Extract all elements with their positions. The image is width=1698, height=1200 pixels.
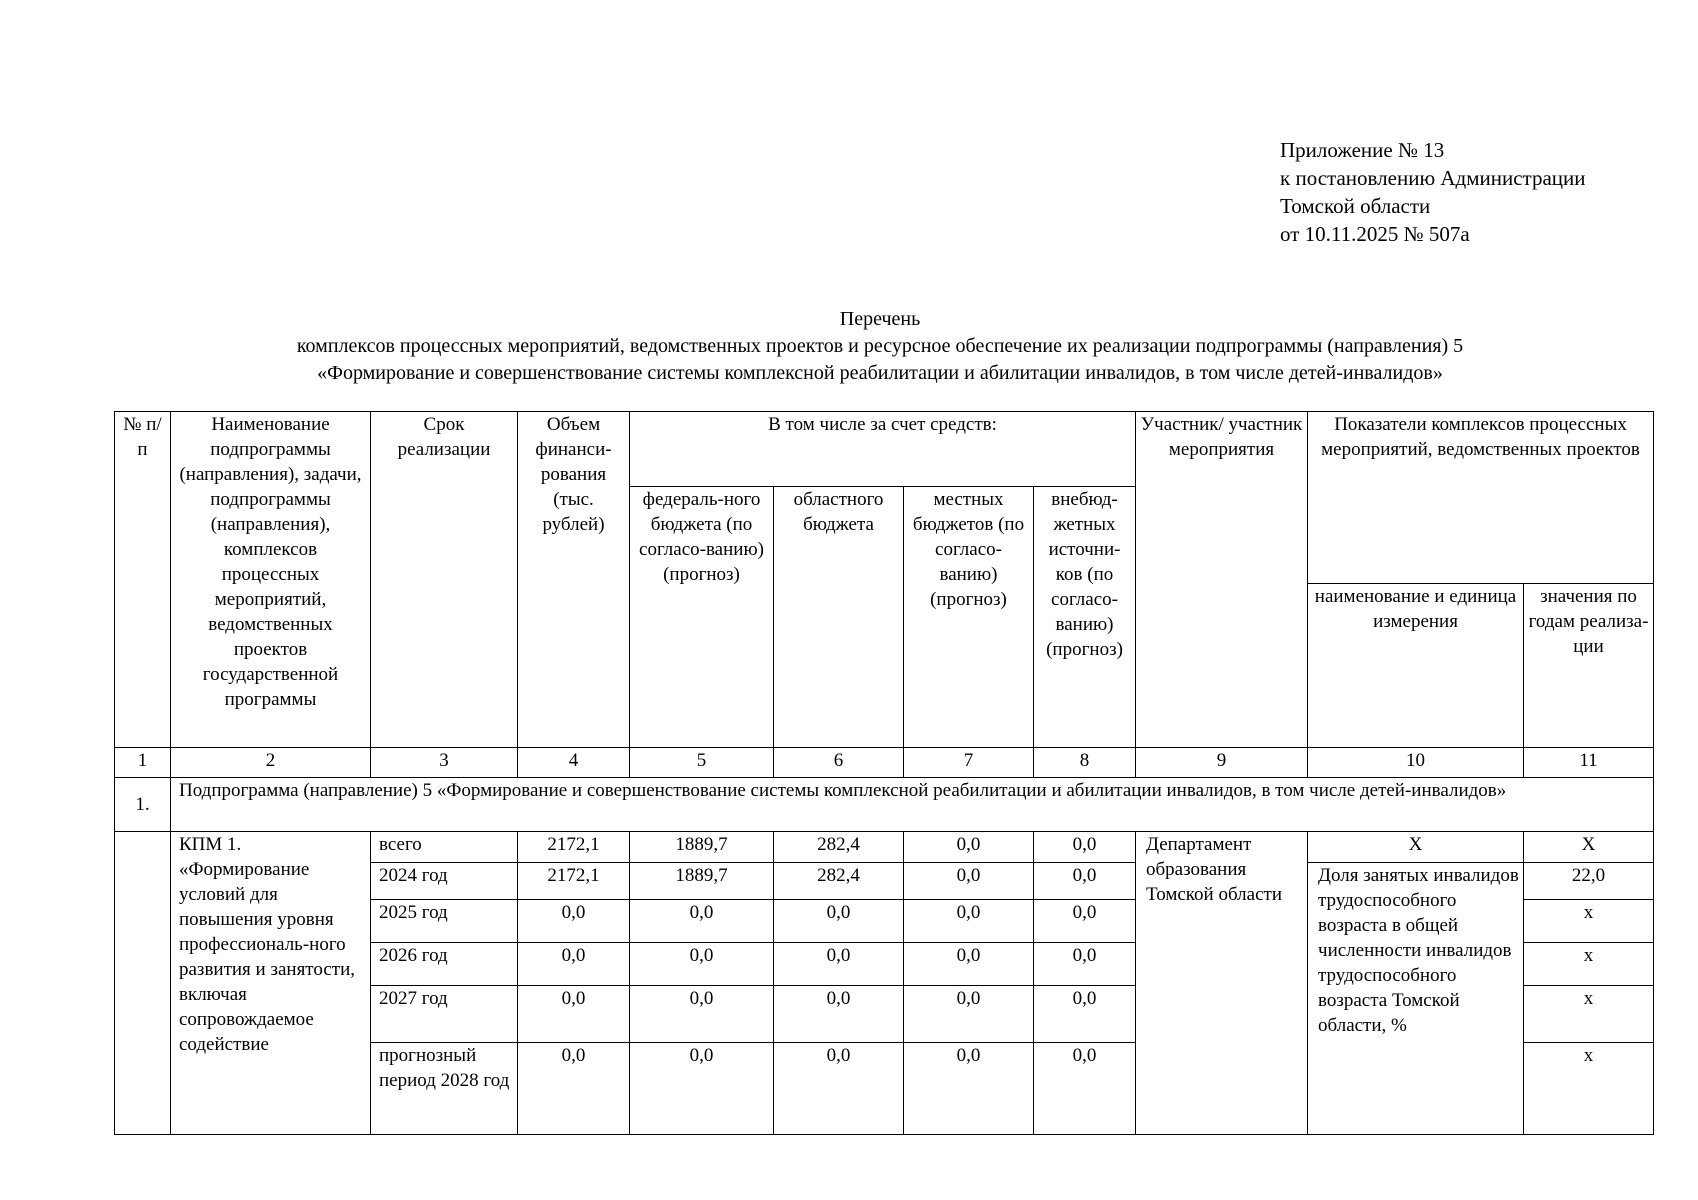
- header-regional: областного бюджета: [774, 487, 904, 748]
- subprogram-num: 1.: [115, 778, 171, 832]
- indicator-value-x: X: [1524, 832, 1654, 863]
- volume-cell: 2172,1: [518, 863, 630, 900]
- term-cell: прогнозный период 2028 год: [371, 1043, 518, 1135]
- appendix-line: к постановлению Администрации: [1280, 166, 1586, 190]
- volume-cell: 2172,1: [518, 832, 630, 863]
- header-indicators: Показатели комплексов процессных мероприятий, ведомственных проектов: [1308, 412, 1654, 584]
- col-number: 8: [1034, 748, 1136, 778]
- col-number: 3: [371, 748, 518, 778]
- header-indicator-values: значения по годам реализа-ции: [1524, 584, 1654, 748]
- header-indicator-name: наименование и единица измерения: [1308, 584, 1524, 748]
- regional-cell: 282,4: [774, 832, 904, 863]
- volume-cell: 0,0: [518, 1043, 630, 1135]
- term-cell: всего: [371, 832, 518, 863]
- indicator-name-x: X: [1308, 832, 1524, 863]
- term-cell: 2026 год: [371, 943, 518, 986]
- col-number: 6: [774, 748, 904, 778]
- regional-cell: 0,0: [774, 943, 904, 986]
- regional-cell: 0,0: [774, 1043, 904, 1135]
- header-term: Срок реализации: [371, 412, 518, 748]
- volume-cell: 0,0: [518, 943, 630, 986]
- local-cell: 0,0: [904, 900, 1034, 943]
- header-federal: федераль-ного бюджета (по согласо-ванию) (прогноз): [630, 487, 774, 748]
- appendix-line: Приложение № 13: [1280, 138, 1445, 162]
- extra-cell: 0,0: [1034, 986, 1136, 1043]
- col-number: 10: [1308, 748, 1524, 778]
- federal-cell: 1889,7: [630, 832, 774, 863]
- col-number: 7: [904, 748, 1034, 778]
- local-cell: 0,0: [904, 832, 1034, 863]
- col-number: 2: [171, 748, 371, 778]
- header-num: № п/п: [115, 412, 171, 748]
- regional-cell: 0,0: [774, 986, 904, 1043]
- financing-table: [114, 411, 1654, 1135]
- extra-cell: 0,0: [1034, 900, 1136, 943]
- volume-cell: 0,0: [518, 986, 630, 1043]
- extra-cell: 0,0: [1034, 1043, 1136, 1135]
- federal-cell: 0,0: [630, 943, 774, 986]
- header-extra: внебюд-жетных источни-ков (по согласо-ванию) (прогноз): [1034, 487, 1136, 748]
- document-title: [110, 306, 1650, 387]
- title-line: «Формирование и совершенствование системы комплексной реабилитации и абилитации инвалидов, в том числе детей-инвалидов»: [317, 362, 1443, 384]
- local-cell: 0,0: [904, 943, 1034, 986]
- participant-cell: Департамент образования Томской области: [1136, 832, 1308, 1135]
- column-numbers-row: [115, 748, 1654, 778]
- header-local: местных бюджетов (по согласо-ванию) (прогноз): [904, 487, 1034, 748]
- header-including: В том числе за счет средств:: [630, 412, 1136, 487]
- extra-cell: 0,0: [1034, 832, 1136, 863]
- indicator-value: х: [1524, 986, 1654, 1043]
- kpm-num-empty: [115, 832, 171, 1135]
- title-line: Перечень: [839, 308, 921, 330]
- local-cell: 0,0: [904, 863, 1034, 900]
- indicator-value: х: [1524, 900, 1654, 943]
- term-cell: 2024 год: [371, 863, 518, 900]
- local-cell: 0,0: [904, 1043, 1034, 1135]
- regional-cell: 0,0: [774, 900, 904, 943]
- indicator-value: х: [1524, 943, 1654, 986]
- title-line: комплексов процессных мероприятий, ведомственных проектов и ресурсное обеспечение их реализации подпрограммы (направления) 5: [296, 335, 1464, 357]
- federal-cell: 0,0: [630, 900, 774, 943]
- federal-cell: 0,0: [630, 1043, 774, 1135]
- subprogram-title: Подпрограмма (направление) 5 «Формирование и совершенствование системы комплексной реабилитации и абилитации инвалидов, в том числе детей-инвалидов»: [171, 778, 1654, 832]
- header-name: Наименование подпрограммы (направления), задачи, подпрограммы (направления), комплексов процессных мероприятий, ведомственных проектов государственной программы: [171, 412, 371, 748]
- appendix-line: от 10.11.2025 № 507а: [1280, 222, 1470, 246]
- indicator-value: 22,0: [1524, 863, 1654, 900]
- federal-cell: 1889,7: [630, 863, 774, 900]
- col-number: 11: [1524, 748, 1654, 778]
- extra-cell: 0,0: [1034, 943, 1136, 986]
- term-cell: 2027 год: [371, 986, 518, 1043]
- header-participant: Участник/ участник мероприятия: [1136, 412, 1308, 748]
- appendix-line: Томской области: [1280, 194, 1431, 218]
- indicator-value: х: [1524, 1043, 1654, 1135]
- col-number: 4: [518, 748, 630, 778]
- subprogram-row: [115, 778, 1654, 832]
- table-row-total: [115, 832, 1654, 863]
- header-volume: Объем финанси-рования (тыс. рублей): [518, 412, 630, 748]
- local-cell: 0,0: [904, 986, 1034, 1043]
- indicator-name: Доля занятых инвалидов трудоспособного возраста в общей численности инвалидов трудоспособного возраста Томской области, %: [1308, 863, 1524, 1135]
- col-number: 5: [630, 748, 774, 778]
- federal-cell: 0,0: [630, 986, 774, 1043]
- kpm-name: КПМ 1. «Формирование условий для повышения уровня профессиональ-ного развития и занятости, включая сопровождаемое содействие: [171, 832, 371, 1135]
- col-number: 1: [115, 748, 171, 778]
- term-cell: 2025 год: [371, 900, 518, 943]
- col-number: 9: [1136, 748, 1308, 778]
- extra-cell: 0,0: [1034, 863, 1136, 900]
- volume-cell: 0,0: [518, 900, 630, 943]
- appendix-block: [1280, 136, 1586, 248]
- regional-cell: 282,4: [774, 863, 904, 900]
